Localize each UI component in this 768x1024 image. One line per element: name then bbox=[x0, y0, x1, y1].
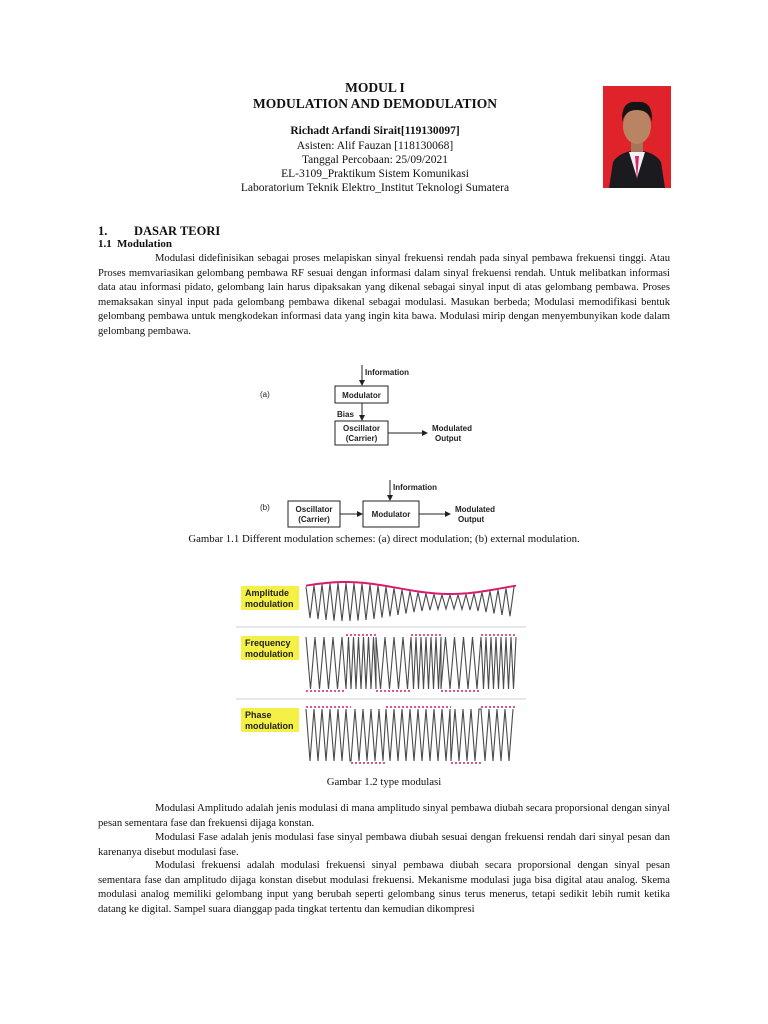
fig-a-bias: Bias bbox=[337, 410, 354, 419]
subsection-heading-modulation bbox=[98, 238, 172, 250]
fig-b-modulated: Modulated bbox=[455, 505, 495, 514]
figure-2-caption: Gambar 1.2 type modulasi bbox=[326, 776, 442, 788]
fig-a-output: Output bbox=[435, 434, 462, 443]
paragraph-phase-modulation: Modulasi Fase adalah jenis modulasi fase sinyal pembawa diubah sesuai dengan frekuensi rendah dari sinyal pesan dan karenanya disebut modulasi fase. bbox=[98, 832, 670, 858]
label-frequency-modulation: Frequency modulation bbox=[241, 636, 299, 660]
fig-a-oscillator: Oscillator bbox=[343, 424, 380, 433]
paragraph-modulation-definition: Modulasi didefinisikan sebagai proses melapiskan sinyal frekuensi rendah pada sinyal pembawa frekuensi tinggi. Atau Proses memvariasikan gelombang pembawa RF sesuai dengan informasi dalam sinyal frekuensi rendah. Untuk melibatkan informasi data atau informasi pidato, gelombang lain harus dipaksakan yang dikenal sebagai sinyal input di atas gelombang pembawa. Proses memaksakan sinyal input pada gelombang pembawa dikenal sebagai modulasi. Masukan berbeda; Modulasi memodifikasi bentuk gelombang pembawa untuk mengkodekan informasi data yang ingin kita bawa. Modulasi mirip dengan menyembunyikan kode dalam gelombang pembawa. bbox=[98, 253, 670, 337]
section-number: 1. bbox=[98, 224, 108, 238]
fig-b-information: Information bbox=[393, 483, 437, 492]
subsection-number: 1.1 bbox=[98, 238, 112, 250]
author-photo bbox=[603, 86, 671, 188]
fig-a-modulated: Modulated bbox=[432, 424, 472, 433]
fig-label-a: (a) bbox=[260, 390, 270, 399]
lab-name: Laboratorium Teknik Elektro_Institut Teknologi Sumatera bbox=[240, 182, 510, 194]
date-line: Tanggal Percobaan: 25/09/2021 bbox=[301, 154, 449, 166]
fig-a-modulator: Modulator bbox=[342, 391, 381, 400]
author-name: Richadt Arfandi Sirait[119130097] bbox=[290, 125, 460, 137]
fig-b-oscillator: Oscillator bbox=[295, 505, 333, 514]
label-phase-modulation: Phase modulation bbox=[241, 708, 299, 732]
figure-modulation-schemes bbox=[255, 355, 530, 530]
label-amplitude-modulation: Amplitude modulation bbox=[241, 586, 299, 610]
fig-b-output: Output bbox=[458, 515, 485, 524]
subsection-title: Modulation bbox=[117, 238, 173, 250]
module-number: MODUL I bbox=[345, 80, 405, 95]
fm-waveform bbox=[306, 637, 516, 689]
section-title: DASAR TEORI bbox=[134, 224, 221, 238]
pm-waveform bbox=[306, 709, 513, 761]
am-waveform bbox=[306, 583, 514, 621]
fig-b-carrier: (Carrier) bbox=[298, 515, 330, 524]
fig-a-carrier: (Carrier) bbox=[345, 434, 378, 443]
course-code: EL-3109_Praktikum Sistem Komunikasi bbox=[281, 168, 469, 180]
paragraph-amplitude-modulation: Modulasi Amplitudo adalah jenis modulasi di mana amplitudo sinyal pembawa diubah secara proporsional dengan sinyal pesan sementara fase dan frekuensi dijaga konstan. bbox=[98, 803, 670, 829]
portrait-image bbox=[603, 86, 671, 188]
fig-b-modulator: Modulator bbox=[371, 510, 411, 519]
paragraph-frequency-modulation: Modulasi frekuensi adalah modulasi frekuensi sinyal pembawa diubah secara proporsional dengan sinyal pesan sementara fase dan amplitudo dijaga konstan disebut modulasi frekuensi. Mekanisme modulasi juga bisa digital atau analog. Skema modulasi analog memiliki gelombang input yang berubah seperti gelombang sinus terus menerus, tetapi sedikit lebih rumit ketika datang ke digital. Sampel suara dianggap pada tingkat tertentu dan kemudian dikompresi bbox=[98, 860, 670, 915]
fig-a-information: Information bbox=[365, 368, 409, 377]
assistant-line: Asisten: Alif Fauzan [118130068] bbox=[296, 140, 454, 152]
figure-1-caption: Gambar 1.1 Different modulation schemes: (a) direct modulation; (b) external modulation. bbox=[188, 533, 580, 545]
figure-modulation-types bbox=[236, 572, 526, 772]
module-title: MODULATION AND DEMODULATION bbox=[252, 96, 497, 111]
fig-label-b: (b) bbox=[260, 503, 270, 512]
section-heading-dasar-teori bbox=[98, 224, 220, 239]
